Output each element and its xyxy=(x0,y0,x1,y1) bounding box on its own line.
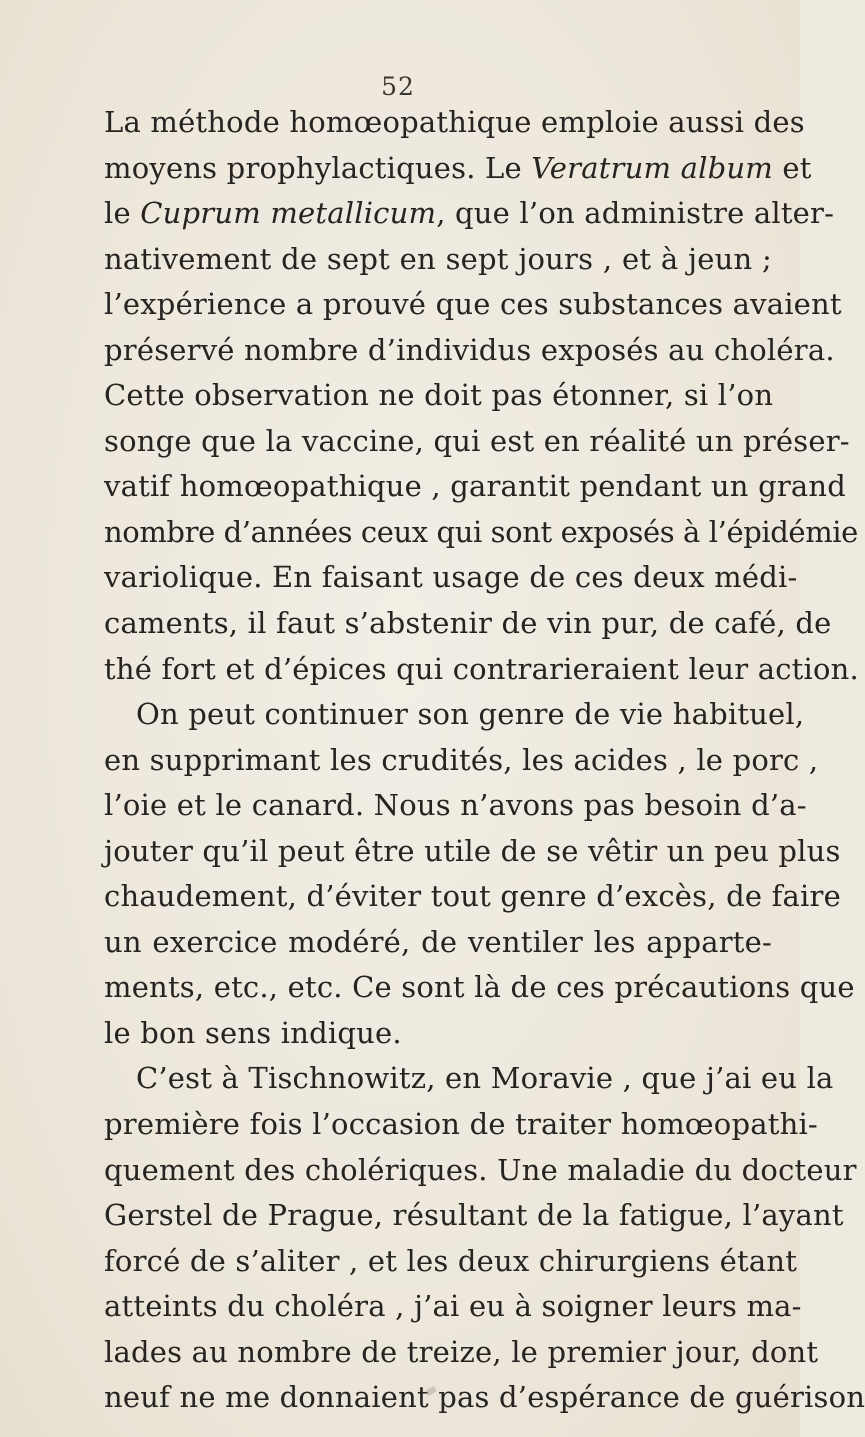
text-line: préservé nombre d’individus exposés au choléra. xyxy=(104,332,835,367)
text-line: On peut continuer son genre de vie habituel, xyxy=(136,697,805,732)
page-number: 52 xyxy=(381,72,415,101)
text-line: Cette observation ne doit pas étonner, si l’on xyxy=(104,378,774,413)
text-line: neuf ne me donnaient pas d’espérance de guérison xyxy=(104,1380,865,1415)
text-line: atteints du choléra , j’ai eu à soigner leurs ma- xyxy=(104,1289,802,1324)
text-line: vatif homœopathique , garantit pendant un grand xyxy=(104,469,847,504)
text-line: moyens prophylactiques. Le Veratrum album et xyxy=(104,150,812,185)
italic-term-cuprum: Cuprum metallicum xyxy=(140,196,437,231)
text-line: quement des cholériques. Une maladie du docteur xyxy=(104,1152,857,1187)
text-line: forcé de s’aliter , et les deux chirurgiens étant xyxy=(104,1243,798,1278)
text-line: caments, il faut s’abstenir de vin pur, de café, de xyxy=(104,606,832,641)
text-line: ments, etc., etc. Ce sont là de ces précautions que xyxy=(104,970,855,1005)
text-line: La méthode homœopathique emploie aussi des xyxy=(104,105,805,139)
text-line: jouter qu’il peut être utile de se vêtir un peu plus xyxy=(104,833,841,868)
text-line: variolique. En faisant usage de ces deux médi- xyxy=(104,560,798,595)
text-line: Gerstel de Prague, résultant de la fatigue, l’ayant xyxy=(104,1198,844,1233)
text-line: chaudement, d’éviter tout genre d’excès, de faire xyxy=(104,879,841,914)
text-line: le bon sens indique. xyxy=(104,1015,402,1050)
text-line: songe que la vaccine, qui est en réalité un préser- xyxy=(104,423,850,458)
italic-term-veratrum: Veratrum album xyxy=(531,150,773,185)
text-line: thé fort et d’épices qui contrarieraient leur action. xyxy=(104,651,859,686)
text-line: nativement de sept en sept jours , et à jeun ; xyxy=(104,241,772,276)
text-line: un exercice modéré, de ventiler les apparte- xyxy=(104,924,772,959)
text-line: lades au nombre de treize, le premier jour, dont xyxy=(104,1334,819,1369)
text-line: l’expérience a prouvé que ces substances avaient xyxy=(104,287,842,322)
text-line: C’est à Tischnowitz, en Moravie , que j’ai eu la xyxy=(136,1061,834,1096)
body-text xyxy=(104,100,865,1421)
text-line: le Cuprum metallicum, que l’on administre alter- xyxy=(104,196,835,231)
text-line: en supprimant les crudités, les acides , le porc , xyxy=(104,742,819,777)
text-line: première fois l’occasion de traiter homœopathi- xyxy=(104,1107,818,1142)
text-line: l’oie et le canard. Nous n’avons pas besoin d’a- xyxy=(104,788,807,823)
text-line: nombre d’années ceux qui sont exposés à l’épidémie xyxy=(104,514,858,549)
